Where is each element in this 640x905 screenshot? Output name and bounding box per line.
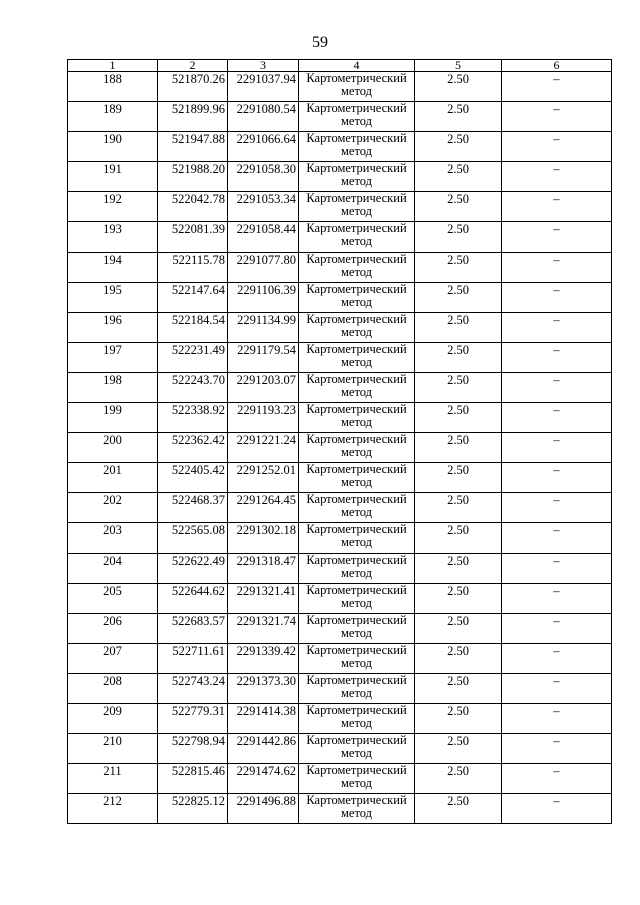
point-number-cell: 199	[68, 403, 158, 433]
method-cell: Картометрический метод	[299, 372, 415, 402]
table-row	[68, 463, 612, 493]
method-cell: Картометрический метод	[299, 583, 415, 613]
note-cell: –	[502, 794, 612, 824]
point-number-cell: 211	[68, 764, 158, 794]
point-number-cell: 188	[68, 72, 158, 102]
accuracy-cell: 2.50	[415, 493, 502, 523]
x-coordinate-cell: 522231.49	[158, 342, 228, 372]
note-cell: –	[502, 102, 612, 132]
x-coordinate-cell: 522683.57	[158, 613, 228, 643]
note-cell: –	[502, 372, 612, 402]
note-cell: –	[502, 764, 612, 794]
method-cell: Картометрический метод	[299, 252, 415, 282]
point-number-cell: 194	[68, 252, 158, 282]
y-coordinate-cell: 2291321.41	[228, 583, 299, 613]
y-coordinate-cell: 2291318.47	[228, 553, 299, 583]
point-number-cell: 190	[68, 132, 158, 162]
accuracy-cell: 2.50	[415, 282, 502, 312]
method-cell: Картометрический метод	[299, 312, 415, 342]
method-cell: Картометрический метод	[299, 613, 415, 643]
point-number-cell: 192	[68, 192, 158, 222]
method-cell: Картометрический метод	[299, 794, 415, 824]
x-coordinate-cell: 522779.31	[158, 703, 228, 733]
table-row	[68, 703, 612, 733]
note-cell: –	[502, 613, 612, 643]
accuracy-cell: 2.50	[415, 222, 502, 252]
column-header-1: 1	[68, 60, 158, 72]
y-coordinate-cell: 2291179.54	[228, 342, 299, 372]
accuracy-cell: 2.50	[415, 463, 502, 493]
point-number-cell: 191	[68, 162, 158, 192]
point-number-cell: 193	[68, 222, 158, 252]
table-row	[68, 282, 612, 312]
table-row	[68, 252, 612, 282]
table-row	[68, 613, 612, 643]
point-number-cell: 198	[68, 372, 158, 402]
note-cell: –	[502, 703, 612, 733]
table-row	[68, 102, 612, 132]
y-coordinate-cell: 2291053.34	[228, 192, 299, 222]
method-cell: Картометрический метод	[299, 162, 415, 192]
column-header-2: 2	[158, 60, 228, 72]
x-coordinate-cell: 522798.94	[158, 734, 228, 764]
x-coordinate-cell: 522468.37	[158, 493, 228, 523]
point-number-cell: 195	[68, 282, 158, 312]
table-row	[68, 553, 612, 583]
x-coordinate-cell: 522825.12	[158, 794, 228, 824]
note-cell: –	[502, 463, 612, 493]
y-coordinate-cell: 2291373.30	[228, 673, 299, 703]
x-coordinate-cell: 522184.54	[158, 312, 228, 342]
y-coordinate-cell: 2291058.30	[228, 162, 299, 192]
table-row	[68, 222, 612, 252]
table-row	[68, 764, 612, 794]
method-cell: Картометрический метод	[299, 673, 415, 703]
y-coordinate-cell: 2291080.54	[228, 102, 299, 132]
accuracy-cell: 2.50	[415, 403, 502, 433]
method-cell: Картометрический метод	[299, 523, 415, 553]
x-coordinate-cell: 522081.39	[158, 222, 228, 252]
method-cell: Картометрический метод	[299, 764, 415, 794]
table-row	[68, 72, 612, 102]
table-row	[68, 192, 612, 222]
note-cell: –	[502, 433, 612, 463]
method-cell: Картометрический метод	[299, 102, 415, 132]
table-row	[68, 583, 612, 613]
note-cell: –	[502, 342, 612, 372]
note-cell: –	[502, 312, 612, 342]
method-cell: Картометрический метод	[299, 493, 415, 523]
accuracy-cell: 2.50	[415, 102, 502, 132]
x-coordinate-cell: 521870.26	[158, 72, 228, 102]
method-cell: Картометрический метод	[299, 222, 415, 252]
x-coordinate-cell: 521988.20	[158, 162, 228, 192]
point-number-cell: 212	[68, 794, 158, 824]
accuracy-cell: 2.50	[415, 643, 502, 673]
accuracy-cell: 2.50	[415, 553, 502, 583]
x-coordinate-cell: 522565.08	[158, 523, 228, 553]
y-coordinate-cell: 2291066.64	[228, 132, 299, 162]
y-coordinate-cell: 2291193.23	[228, 403, 299, 433]
method-cell: Картометрический метод	[299, 463, 415, 493]
y-coordinate-cell: 2291264.45	[228, 493, 299, 523]
table-row	[68, 794, 612, 824]
point-number-cell: 189	[68, 102, 158, 132]
point-number-cell: 206	[68, 613, 158, 643]
note-cell: –	[502, 192, 612, 222]
y-coordinate-cell: 2291321.74	[228, 613, 299, 643]
page-number: 59	[312, 34, 328, 51]
method-cell: Картометрический метод	[299, 132, 415, 162]
accuracy-cell: 2.50	[415, 523, 502, 553]
note-cell: –	[502, 643, 612, 673]
method-cell: Картометрический метод	[299, 734, 415, 764]
y-coordinate-cell: 2291252.01	[228, 463, 299, 493]
y-coordinate-cell: 2291414.38	[228, 703, 299, 733]
accuracy-cell: 2.50	[415, 673, 502, 703]
x-coordinate-cell: 522042.78	[158, 192, 228, 222]
note-cell: –	[502, 132, 612, 162]
method-cell: Картометрический метод	[299, 703, 415, 733]
accuracy-cell: 2.50	[415, 312, 502, 342]
y-coordinate-cell: 2291442.86	[228, 734, 299, 764]
point-number-cell: 207	[68, 643, 158, 673]
x-coordinate-cell: 522644.62	[158, 583, 228, 613]
x-coordinate-cell: 522815.46	[158, 764, 228, 794]
accuracy-cell: 2.50	[415, 703, 502, 733]
y-coordinate-cell: 2291474.62	[228, 764, 299, 794]
table-row	[68, 734, 612, 764]
x-coordinate-cell: 522115.78	[158, 252, 228, 282]
method-cell: Картометрический метод	[299, 433, 415, 463]
method-cell: Картометрический метод	[299, 553, 415, 583]
note-cell: –	[502, 734, 612, 764]
accuracy-cell: 2.50	[415, 764, 502, 794]
accuracy-cell: 2.50	[415, 132, 502, 162]
point-number-cell: 205	[68, 583, 158, 613]
point-number-cell: 201	[68, 463, 158, 493]
accuracy-cell: 2.50	[415, 192, 502, 222]
point-number-cell: 196	[68, 312, 158, 342]
y-coordinate-cell: 2291106.39	[228, 282, 299, 312]
column-header-5: 5	[415, 60, 502, 72]
x-coordinate-cell: 522362.42	[158, 433, 228, 463]
table-row	[68, 523, 612, 553]
table-body	[68, 72, 612, 824]
note-cell: –	[502, 523, 612, 553]
point-number-cell: 210	[68, 734, 158, 764]
point-number-cell: 202	[68, 493, 158, 523]
x-coordinate-cell: 522243.70	[158, 372, 228, 402]
x-coordinate-cell: 522338.92	[158, 403, 228, 433]
x-coordinate-cell: 522405.42	[158, 463, 228, 493]
point-number-cell: 203	[68, 523, 158, 553]
column-header-3: 3	[228, 60, 299, 72]
table-row	[68, 162, 612, 192]
point-number-cell: 200	[68, 433, 158, 463]
method-cell: Картометрический метод	[299, 282, 415, 312]
accuracy-cell: 2.50	[415, 734, 502, 764]
table-row	[68, 433, 612, 463]
x-coordinate-cell: 522622.49	[158, 553, 228, 583]
x-coordinate-cell: 522147.64	[158, 282, 228, 312]
column-header-6: 6	[502, 60, 612, 72]
accuracy-cell: 2.50	[415, 72, 502, 102]
column-header-4: 4	[299, 60, 415, 72]
x-coordinate-cell: 522743.24	[158, 673, 228, 703]
note-cell: –	[502, 403, 612, 433]
method-cell: Картометрический метод	[299, 192, 415, 222]
y-coordinate-cell: 2291221.24	[228, 433, 299, 463]
table-row	[68, 673, 612, 703]
accuracy-cell: 2.50	[415, 583, 502, 613]
accuracy-cell: 2.50	[415, 162, 502, 192]
y-coordinate-cell: 2291134.99	[228, 312, 299, 342]
accuracy-cell: 2.50	[415, 342, 502, 372]
y-coordinate-cell: 2291058.44	[228, 222, 299, 252]
y-coordinate-cell: 2291037.94	[228, 72, 299, 102]
y-coordinate-cell: 2291077.80	[228, 252, 299, 282]
accuracy-cell: 2.50	[415, 372, 502, 402]
method-cell: Картометрический метод	[299, 643, 415, 673]
y-coordinate-cell: 2291203.07	[228, 372, 299, 402]
point-number-cell: 197	[68, 342, 158, 372]
point-number-cell: 208	[68, 673, 158, 703]
note-cell: –	[502, 493, 612, 523]
accuracy-cell: 2.50	[415, 433, 502, 463]
accuracy-cell: 2.50	[415, 794, 502, 824]
x-coordinate-cell: 521947.88	[158, 132, 228, 162]
y-coordinate-cell: 2291339.42	[228, 643, 299, 673]
table-row	[68, 493, 612, 523]
accuracy-cell: 2.50	[415, 613, 502, 643]
note-cell: –	[502, 673, 612, 703]
note-cell: –	[502, 162, 612, 192]
y-coordinate-cell: 2291496.88	[228, 794, 299, 824]
note-cell: –	[502, 553, 612, 583]
coordinates-table	[67, 59, 612, 824]
note-cell: –	[502, 583, 612, 613]
table-row	[68, 132, 612, 162]
table-row	[68, 372, 612, 402]
method-cell: Картометрический метод	[299, 403, 415, 433]
accuracy-cell: 2.50	[415, 252, 502, 282]
note-cell: –	[502, 252, 612, 282]
note-cell: –	[502, 222, 612, 252]
x-coordinate-cell: 522711.61	[158, 643, 228, 673]
x-coordinate-cell: 521899.96	[158, 102, 228, 132]
table-row	[68, 312, 612, 342]
table-header	[68, 60, 612, 72]
note-cell: –	[502, 282, 612, 312]
table-row	[68, 643, 612, 673]
table-row	[68, 342, 612, 372]
table-row	[68, 403, 612, 433]
point-number-cell: 204	[68, 553, 158, 583]
note-cell: –	[502, 72, 612, 102]
method-cell: Картометрический метод	[299, 72, 415, 102]
point-number-cell: 209	[68, 703, 158, 733]
y-coordinate-cell: 2291302.18	[228, 523, 299, 553]
method-cell: Картометрический метод	[299, 342, 415, 372]
